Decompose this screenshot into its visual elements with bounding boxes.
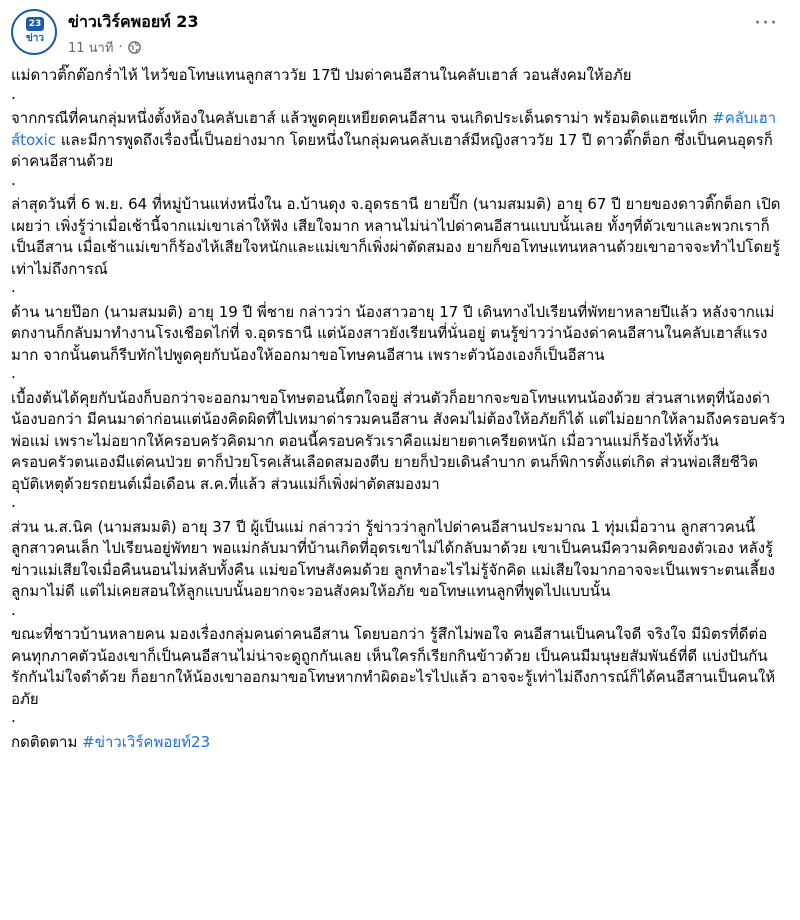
post-paragraph-3: ด้าน นายป๊อก (นามสมมติ) อายุ 19 ปี พี่ชาย กล่าวว่า น้องสาวอายุ 17 ปี เดินทางไปเรียนที่พัทยาหลายปีแล้ว หลังจากแม่ตกงานก็กลับมาทำงานโรงเชือดไก่ที่ จ.อุดรธานี แต่น้องสาวยังเรียนที่นั่นอยู่ ตนรู้ข่าวว่าน้องด่าคนอีสานในคลับเฮาส์แรงมาก จากนั้นตนก็รีบทักไปพูดคุยกับน้องให้ออกมาขอโทษคนอีสาน เพราะตัวน้องเองก็เป็นอีสาน	[11, 302, 775, 364]
post-paragraph-4: เบื้องต้นได้คุยกับน้องก็บอกว่าจะออกมาขอโทษตอนนี้ตกใจอยู่ ส่วนตัวก็อยากจะขอโทษแทนน้องด้วย ส่วนสาเหตุที่น้องด่า น้องบอกว่า มีคนมาด่าก่อนแต่น้องคิดผิดที่ไปเหมาด่ารวมคนอีสาน สังคมไม่ต้องให้อภัยก็ได้ แต่ไม่อยากให้ลามถึงครอบครัวพ่อแม่ เพราะไม่อยากให้ครอบครัวคิดมาก ตอนนี้ครอบครัวเราคือแม่ยายตาเครียดหนัก เมื่อวานแม่ก็ร้องไห้ทั้งวัน ครอบครัวตนเองมีแต่คนป่วย ตาก็ป่วยโรคเส้นเลือดสมองตีบ ยายก็ป่วยเดินลำบาก ตนก็พิการตั้งแต่เกิด ส่วนพ่อเสียชีวิตอุบัติเหตุด้วยรถยนต์เมื่อเดือน ส.ค.ที่แล้ว ส่วนแม่ก็เพิ่งผ่าตัดสมองมา	[11, 388, 786, 493]
post-paragraph-5: ส่วน น.ส.นิค (นามสมมติ) อายุ 37 ปี ผู้เป็นแม่ กล่าวว่า รู้ข่าวว่าลูกไปด่าคนอีสานประมาณ 1 ทุ่มเมื่อวาน ลูกสาวคนนี้ลูกสาวคนเล็ก ไปเรียนอยู่พัทยา พอแม่กลับมาที่บ้านเกิดที่อุดรเขาไม่ได้กลับมาด้วย เขาเป็นคนมีความคิดของตัวเอง หลังรู้ข่าวแม่เสียใจเมื่อคืนนอนไม่หลับทั้งคืน แม่ขอโทษสังคมด้วย ลูกทำอะไรไม่รู้จักคิด แม่เสียใจมากอาจจะเป็นเพราะตนเลี้ยงลูกมาไม่ดี แต่ไม่เคยสอนให้ลูกแบบนั้นอยากจะวอนสังคมให้อภัย ขอโทษแทนลูกที่พูดไปแบบนั้น	[11, 517, 775, 600]
paragraph-separator: .	[11, 493, 16, 511]
meta-separator: ·	[118, 40, 123, 55]
post-headline: แม่ดาวติ๊กต๊อกร่ำไห้ ไหว้ขอโทษแทนลูกสาววัย 17ปี ปมด่าคนอีสานในคลับเฮาส์ วอนสังคมให้อภัย	[11, 66, 632, 84]
page-name-link[interactable]: ข่าวเวิร์คพอยท์ 23	[68, 12, 199, 31]
paragraph-separator: .	[11, 84, 16, 103]
paragraph-separator: .	[11, 708, 16, 726]
post-time-link[interactable]: 11 นาที	[68, 41, 114, 56]
post-paragraph-2: ล่าสุดวันที่ 6 พ.ย. 64 ที่หมู่บ้านแห่งหนึ่งใน อ.บ้านดุง จ.อุดรธานี ยายปิ๊ก (นามสมมติ) อายุ 67 ปี ยายของดาวติ๊กต็อก เปิดเผยว่า เพิ่งรู้ว่าเมื่อเช้านี้จากแม่เขาเล่าให้ฟัง เสียใจมาก หลานไม่น่าไปด่าคนอีสานแบบนั้นเลย ทั้งๆที่ตัวเขาและพวกเราก็เป็นอีสาน เมื่อเช้าแม่เขาก็ร้องไห้เสียใจหนักและแม่เขาก็เพิ่งผ่าตัดสมอง ยายก็ขอโทษแทนหลานด้วยเขาอาจจะทำไปโดยรู้เท่าไม่ถึงการณ์	[11, 195, 781, 278]
paragraph-separator: .	[11, 170, 16, 189]
hashtag-clubhouse-link[interactable]: #คลับเฮาส์toxic	[11, 109, 777, 149]
avatar-badge: 23	[26, 17, 44, 31]
follow-line	[11, 732, 786, 754]
paragraph-1-text: จากกรณีที่คนกลุ่มหนึ่งตั้งห้องในคลับเฮาส์ แล้วพูดคุยเหยียดคนอีสาน จนเกิดประเด็นดราม่า พร้อมติดแฮชแท็ก	[11, 109, 713, 127]
paragraph-separator: .	[11, 364, 16, 382]
post-body	[11, 65, 786, 753]
hashtag-workpoint-link[interactable]: #ข่าวเวิร์คพอยท์23	[82, 732, 211, 751]
paragraph-1-text-2: และมีการพูดถึงเรื่องนี้เป็นอย่างมาก โดยหนึ่งในกลุ่มคนคลับเฮาส์มีหญิงสาววัย 17 ปี ดาวติ๊กต็อก ซึ่งเป็นคนอุดรก็ด่าคนอีสานด้วย	[11, 130, 773, 170]
page-avatar[interactable]	[11, 9, 57, 55]
post-meta	[68, 37, 141, 58]
post-paragraph-6: ขณะที่ชาวบ้านหลายคน มองเรื่องกลุ่มคนด่าคนอีสาน โดยบอกว่า รู้สึกไม่พอใจ คนอีสานเป็นคนใจดี จริงใจ มีมิตรที่ดีต่อคนทุกภาคตัวน้องเขาก็เป็นคนอีสานไม่น่าจะดูถูกกันเลย เห็นใครก็เรียกกินข้าวด้วย เป็นคนมีมนุษยสัมพันธ์ที่ดี แบ่งปันกัน รักกันไม่ใจดำด้วย ก็อยากให้น้องเขาออกมาขอโทษหากทำผิดอะไรไปแล้ว อาจจะรู้เท่าไม่ถึงการณ์ก็ได้คนอีสานเป็นคนให้อภัย	[11, 625, 776, 708]
avatar-logo-text: ข่าว	[25, 33, 45, 44]
follow-text: กดติดตาม	[11, 732, 83, 751]
globe-icon[interactable]	[128, 41, 141, 54]
post-header	[11, 9, 800, 59]
post-paragraph-1	[11, 108, 786, 173]
paragraph-separator: .	[11, 278, 16, 296]
more-options-icon[interactable]: ···	[754, 11, 778, 36]
paragraph-separator: .	[11, 600, 16, 619]
